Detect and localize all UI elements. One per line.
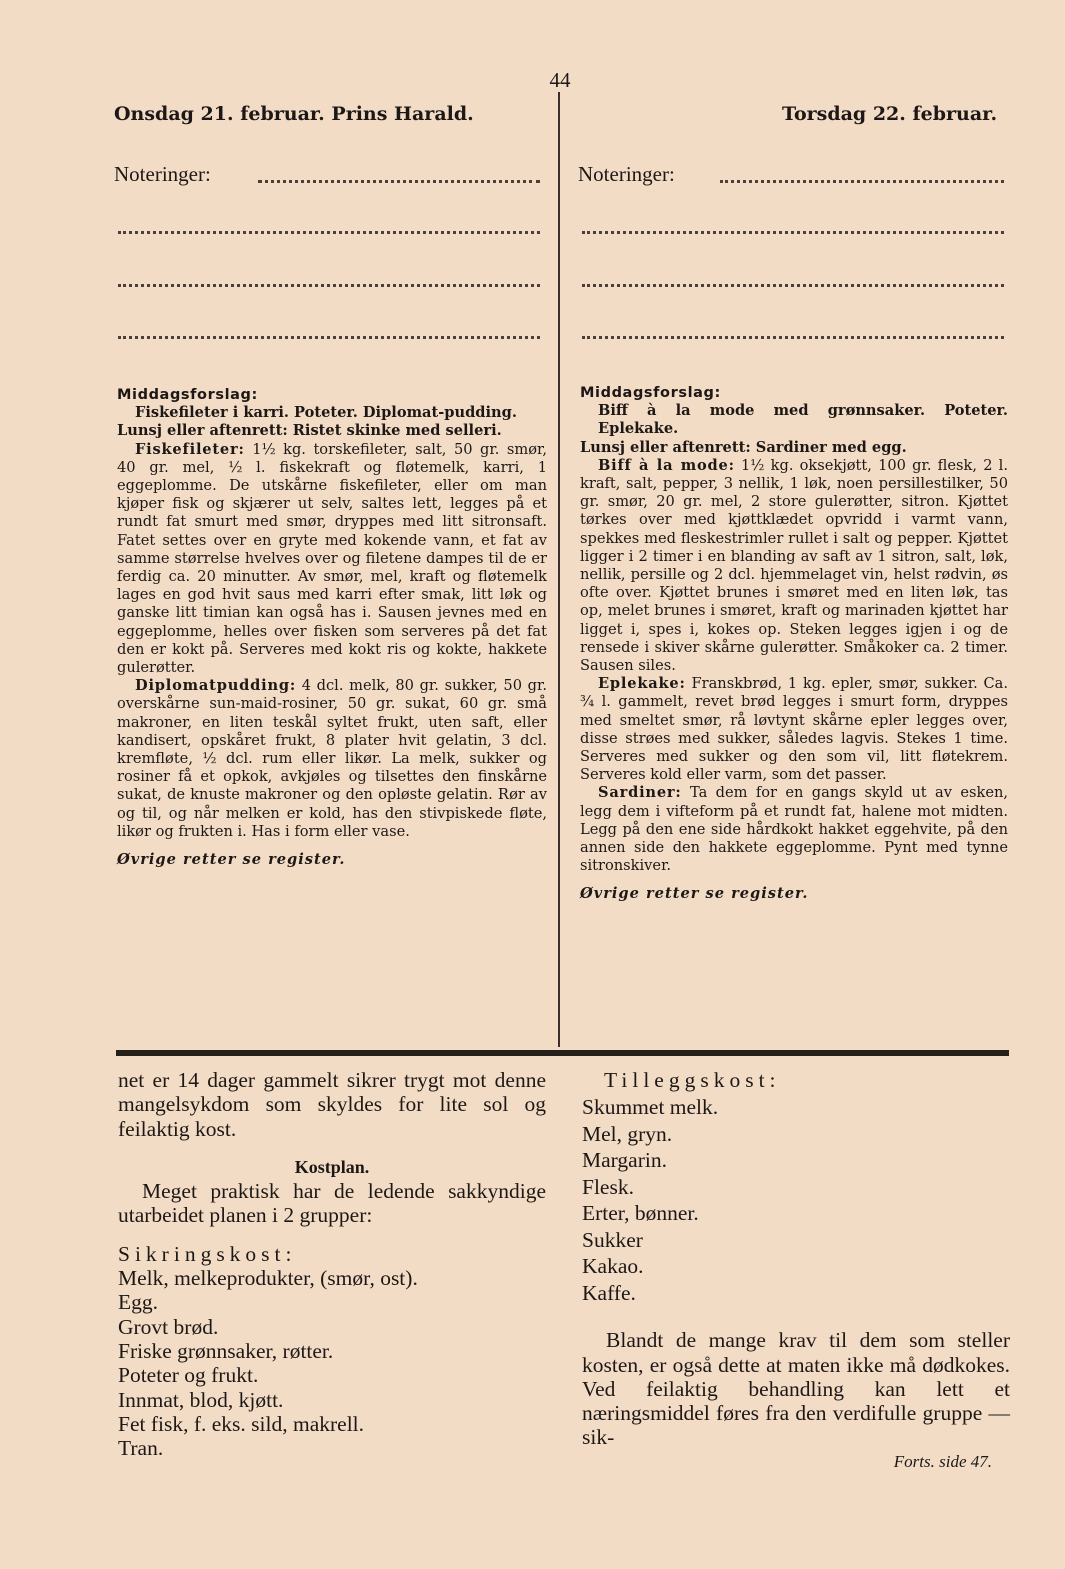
right-lunsj-label: Lunsj eller aftenrett: (580, 438, 751, 456)
lower-right-article (582, 1068, 1010, 1474)
left-middag-text: Fiskefileter i karri. Poteter. Diplomat-pudding. (135, 404, 517, 422)
sikring-item: Grovt brød. (118, 1314, 219, 1339)
sikring-item: Fet fisk, f. eks. sild, makrell. (118, 1411, 365, 1436)
left-middag-label: Middagsforslag: (117, 387, 258, 403)
left-lunsj-label: Lunsj eller aftenrett: (117, 422, 288, 440)
right-middag-text: Biff à la mode med grønnsaker. Poteter. Eplekake. (598, 402, 1008, 438)
left-notes-label: Noteringer: (114, 162, 211, 186)
sikring-item: Melk, melkeprodukter, (smør, ost). (118, 1266, 418, 1291)
sikring-item: Egg. (118, 1290, 159, 1315)
right-recipe-3-term: Sardiner: (598, 784, 682, 802)
left-recipe-1-term: Fiskefileter: (135, 440, 245, 458)
right-day-header: Torsdag 22. februar. (782, 103, 998, 125)
kostplan-title: Kostplan. (294, 1156, 370, 1177)
left-notes-dotline-1 (258, 180, 540, 183)
right-recipe-2 (580, 675, 1008, 784)
right-recipe-3 (580, 784, 1008, 875)
tilleggskost-title: Tilleggskost: (604, 1068, 781, 1092)
right-notes-dotline-3 (582, 284, 1004, 287)
section-divider-rule (116, 1050, 1009, 1056)
right-recipe-1-term: Biff à la mode: (598, 456, 735, 474)
tillegg-item: Margarin. (582, 1148, 667, 1173)
lower-left-article (118, 1068, 546, 1460)
right-lunsj-text: Sardiner med egg. (755, 438, 907, 456)
right-ovrige-note: Øvrige retter se register. (580, 885, 809, 903)
column-divider (558, 92, 560, 1047)
left-recipe-1 (117, 441, 547, 678)
right-recipe-2-text: Franskbrød, 1 kg. epler, smør, sukker. Ca. ¾ l. gammelt, revet brød legges i smurt form, dryppes med smeltet smør, rå løvtynt skårne epler legges over, disse strøes med sukker, således lagvis. Stekes 1 time. Serveres med sukker og den som vil, litt fløtekrem. Serveres kold eller varm, som det passer. (580, 675, 1008, 784)
tillegg-item: Kaffe. (582, 1280, 636, 1305)
left-recipe-column (117, 386, 547, 869)
sikring-item: Poteter og frukt. (118, 1363, 259, 1388)
tillegg-item: Mel, gryn. (582, 1121, 673, 1146)
right-recipe-3-text: Ta dem for en gangs skyld ut av esken, legg dem i vifteform på et rundt fat, halene mot midten. Legg på den ene side hårdkokt hakket eggehvite, på den annen side den hakkete eggeplomme. Pynt med tynne sitronskiver. (580, 784, 1008, 875)
right-notes-dotline-2 (582, 231, 1004, 234)
continued-note: Forts. side 47. (893, 1451, 992, 1471)
kostplan-text: Meget praktisk har de ledende sakkyndige utarbeidet planen i 2 grupper: (118, 1179, 546, 1228)
sikring-item: Friske grønnsaker, røtter. (118, 1338, 334, 1363)
left-notes-dotline-2 (118, 231, 540, 234)
right-recipe-1 (580, 457, 1008, 675)
page-number: 44 (549, 68, 571, 92)
tillegg-item: Sukker (582, 1227, 643, 1252)
left-notes-dotline-3 (118, 284, 540, 287)
left-recipe-1-text: 1½ kg. torskefileter, salt, 50 gr. smør, 40 gr. mel, ½ l. fiskekraft og fløtemelk, karri, 1 eggeplomme. De utskårne fiskefileter, eller om man kjøper fisk og skjærer ut selv, saltes lett, legges på et rundt fat smurt med smør, dryppes med litt sitronsaft. Fatet settes over en gryte med kokende vann, et fat av samme størrelse hvelves over og filetene dampes til de er ferdig ca. 20 minutter. Av smør, mel, kraft og fløtemelk lages en god hvit saus med karri efter smak, litt løk og ganske litt timian kan også has i. Sausen jevnes med en eggeplomme, helles over fisken som serveres på det fat den er kokt på. Serveres med kokt ris og kokte, hakkete gulerøtter. (117, 440, 547, 677)
right-recipe-column (580, 384, 1008, 904)
tillegg-item: Kakao. (582, 1254, 644, 1279)
left-day-header: Onsdag 21. februar. Prins Harald. (114, 103, 474, 125)
right-notes-dotline-1 (720, 180, 1004, 183)
tillegg-item: Erter, bønner. (582, 1201, 699, 1226)
left-lunsj-text: Ristet skinke med selleri. (292, 422, 502, 440)
sikringskost-title: Sikringskost: (118, 1241, 297, 1266)
right-recipe-2-term: Eplekake: (598, 675, 686, 693)
right-notes-label: Noteringer: (578, 162, 675, 186)
left-notes-dotline-4 (118, 336, 540, 339)
right-middag-label: Middagsforslag: (580, 385, 721, 401)
right-notes-dotline-4 (582, 336, 1004, 339)
lower-left-intro: net er 14 dager gammelt sikrer trygt mot denne mangelsykdom som skyldes for lite sol og feilaktig kost. (118, 1068, 546, 1141)
tillegg-item: Skummet melk. (582, 1095, 719, 1120)
right-lunsj (580, 439, 1008, 457)
left-recipe-2 (117, 677, 547, 841)
tillegg-item: Flesk. (582, 1174, 634, 1199)
left-recipe-2-term: Diplomatpudding: (135, 677, 297, 695)
closing-text: Blandt de mange krav til dem som steller kosten, er også dette at maten ikke må dødkokes. Ved feilaktig behandling kan lett et næringsmiddel føres fra den verdifulle gruppe — sik- (582, 1328, 1010, 1450)
left-ovrige-note: Øvrige retter se register. (117, 851, 346, 869)
left-lunsj (117, 422, 547, 440)
left-recipe-2-text: 4 dcl. melk, 80 gr. sukker, 50 gr. overskårne sun-maid-rosiner, 50 gr. sukat, 60 gr. små makroner, en liten teskål syltet frukt, uten saft, eller kandisert, opskåret frukt, 8 plater hvit gelatin, 3 dcl. kremfløte, ½ dcl. rum eller likør. La melk, sukker og rosiner få et opkok, avkjøles og tilsettes den finskårne sukat, de knuste makroner og den opløste gelatin. Rør av og til, og når melken er kold, has den stivpiskede fløte, likør og frukten i. Has i form eller vase. (117, 677, 547, 840)
right-recipe-1-text: 1½ kg. oksekjøtt, 100 gr. flesk, 2 l. kraft, salt, pepper, 3 nellik, 1 løk, noen persillestilker, 50 gr. smør, 20 gr. mel, 2 store gulerøtter, sitron. Kjøttet tørkes over med kjøttklædet opvridd i varmt vann, spekkes med fleskestrimler rullet i salt og pepper. Kjøttet ligger i 2 timer i en blanding av saft av 1 sitron, salt, løk, nellik, persille og 2 dcl. hjemmelaget vin, helst rødvin, øs ofte over. Kjøttet brunes i smøret med en liten løk, tas op, melet brunes i smøret, kraft og marinaden kjøttet har ligget i, spes i, kokes op. Steken legges igjen i og de rensede i skiver skårne gulerøtter. Småkoker ca. 2 timer. Sausen siles. (580, 456, 1008, 675)
sikring-item: Tran. (118, 1436, 164, 1461)
sikring-item: Innmat, blod, kjøtt. (118, 1387, 284, 1412)
